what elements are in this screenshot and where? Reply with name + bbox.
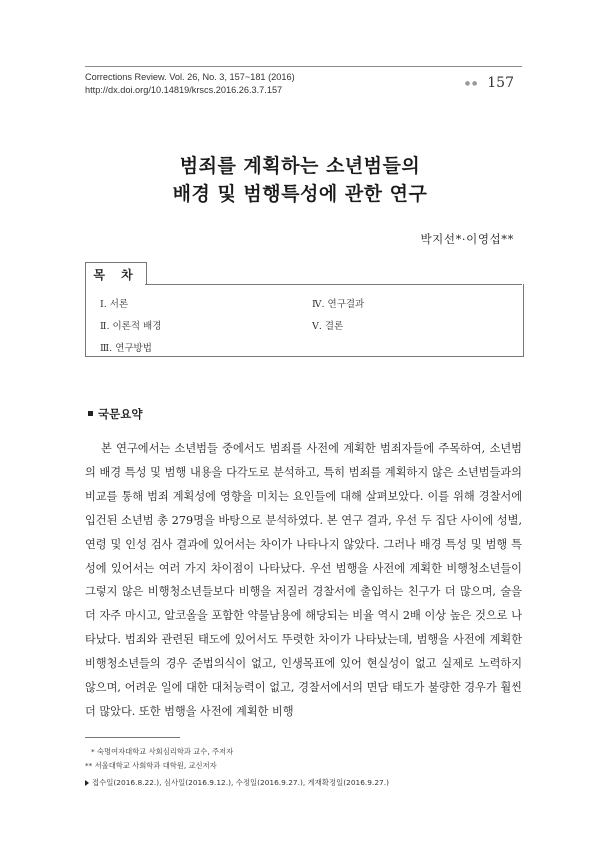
toc-item-conclusion: Ⅴ. 결론 <box>312 321 344 332</box>
header-rule <box>85 66 522 67</box>
abstract-text: 본 연구에서는 소년범들 중에서도 범죄를 사전에 계획한 범죄자들에 주목하여, 소년범의 배경 특성 및 범행 내용을 다각도로 분석하고, 특히 범죄를 계획하지 않은 소년범들과의 비교를 통해 범죄 계획성에 영향을 미치는 요인들에 대해 살펴보았다. 이를 위해 경찰서에 입건된 소년범 총 279명을 바탕으로 분석하였다. 본 연구 결과, 우선 두 집단 사이에 성별, 연령 및 인성 검사 결과에 있어서는 차이가 나타나지 않았다. 그러나 배경 특성 및 범행 특성에 있어서는 여러 가지 차이점이 나타났다. 우선 범행을 사전에 계획한 비행청소년들이 그렇지 않은 비행청소년들보다 비행을 저질러 경찰서에 출입하는 친구가 더 많으며, 술을 더 자주 마시고, 알코올을 포함한 약물남용에 해당되는 비율 역시 2배 이상 높은 것으로 나타났다. 범죄와 관련된 태도에 있어서도 뚜렷한 차이가 나타났는데, 범행을 사전에 계획한 비행청소년들의 경우 준법의식이 없고, 인생목표에 있어 현실성이 없고 실제로 노력하지 않으며, 어려운 일에 대한 대처능력이 없고, 경찰서에서의 면담 태도가 불량한 경우가 훨씬 더 많았다. 또한 범행을 사전에 계획한 비행 <box>85 442 522 718</box>
submission-dates <box>85 777 389 788</box>
abstract-heading <box>88 406 142 422</box>
triangle-bullet-icon <box>85 780 89 786</box>
page-number-block <box>465 75 514 91</box>
title-line-1: 범죄를 계획하는 소년범들의 <box>179 155 421 177</box>
toc-item-method: Ⅲ. 연구방법 <box>100 343 152 354</box>
title-line-2: 배경 및 범행특성에 관한 연구 <box>172 183 428 205</box>
abstract-body <box>85 437 522 724</box>
abstract-heading-text: 국문요약 <box>98 407 143 421</box>
submission-dates-text: 접수일(2016.8.22.), 심사일(2016.9.12.), 수정일(2016.9.27.), 게재확정일(2016.9.27.) <box>92 778 389 787</box>
journal-citation: Corrections Review. Vol. 26, No. 3, 157~181 (2016) <box>85 72 295 82</box>
toc-item-introduction: Ⅰ. 서론 <box>100 299 129 310</box>
footnote-author-1: * 숙명여자대학교 사회심리학과 교수, 주저자 <box>91 747 234 756</box>
footnote-rule <box>85 737 180 738</box>
square-bullet-icon <box>88 411 93 416</box>
toc-item-background: Ⅱ. 이론적 배경 <box>100 321 162 332</box>
journal-doi: http://dx.doi.org/10.14819/krscs.2016.26.3.7.157 <box>85 85 283 95</box>
journal-info <box>85 71 295 97</box>
page-number: 157 <box>487 75 514 91</box>
toc-label: 목 차 <box>85 262 147 285</box>
footnote-author-2: ** 서울대학교 사회학과 대학원, 교신저자 <box>85 761 217 770</box>
toc-item-results: Ⅳ. 연구결과 <box>312 299 365 310</box>
bullet-dots-icon: ● ● <box>464 79 478 87</box>
authors: 박지선*·이영섭** <box>420 232 514 246</box>
